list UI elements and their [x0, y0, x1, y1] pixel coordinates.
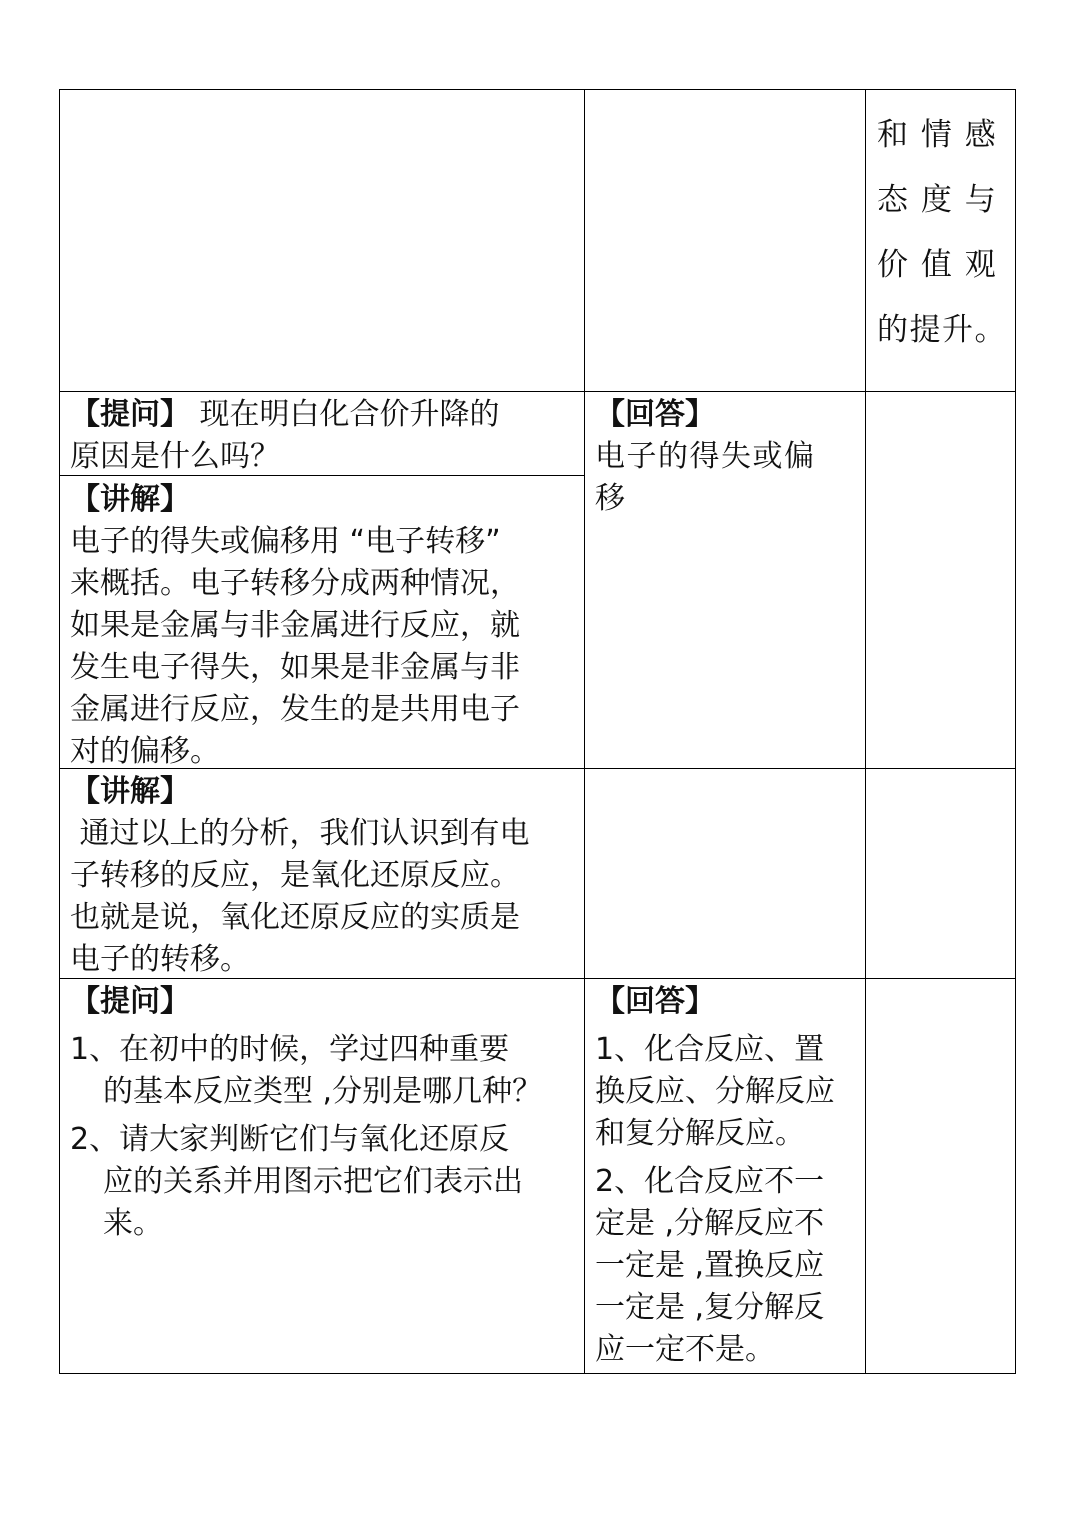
column-divider-1: [584, 89, 585, 1374]
explanation-tag: 【讲解】: [70, 482, 190, 517]
question-item-2: [70, 1119, 582, 1245]
answer-item-line: 2、化合反应不一: [595, 1164, 825, 1199]
explanation-line: 也就是说，氧化还原反应的实质是: [70, 900, 520, 935]
answer-item-line: 换反应、分解反应: [595, 1074, 835, 1109]
question-line-2: 原因是什么吗？: [70, 439, 280, 474]
row4-answer: [595, 981, 861, 1371]
question-tag: 【提问】: [70, 397, 190, 432]
table-border-top: [59, 89, 1016, 90]
answer-item-line: 1、化合反应、置: [595, 1032, 825, 1067]
question-line-1: [70, 394, 580, 436]
row2-question: [70, 394, 580, 478]
text-line: 态 度 与: [877, 182, 998, 218]
row2-answer: [595, 394, 861, 520]
row2-explanation: [70, 479, 580, 773]
question-item-line: 来。: [103, 1206, 163, 1241]
answer-line: 电子的得失或偏: [595, 439, 816, 474]
explanation-line: 发生电子得失，如果是非金属与非: [70, 650, 520, 685]
text-line: 价 值 观: [877, 247, 998, 283]
row-divider-1: [59, 391, 1016, 392]
question-item-line: 的基本反应类型 ,分别是哪几种？: [103, 1074, 543, 1109]
text-line: 的提升。: [877, 312, 1007, 348]
answer-item-line: 一定是 ,复分解反: [595, 1290, 825, 1325]
table-border-left: [59, 89, 60, 1374]
table-border-right: [1015, 89, 1016, 1374]
question-item-line: 应的关系并用图示把它们表示出: [103, 1164, 523, 1199]
answer-item-line: 定是 ,分解反应不: [595, 1206, 825, 1241]
explanation-line: 来概括。电子转移分成两种情况，: [70, 566, 520, 601]
row1-col3-text: [877, 103, 1011, 363]
explanation-line: 金属进行反应，发生的是共用电子: [70, 692, 520, 727]
answer-item-2: [595, 1161, 861, 1371]
row4-question: [70, 981, 582, 1245]
answer-item-line: 和复分解反应。: [595, 1116, 805, 1151]
explanation-line: 对的偏移。: [70, 734, 220, 769]
explanation-line: 电子的得失或偏移用 “电子转移”: [70, 524, 501, 559]
answer-tag: 【回答】: [595, 397, 715, 432]
explanation-line: 电子的转移。: [70, 942, 250, 977]
row3-explanation: [70, 771, 582, 981]
table-border-bottom: [59, 1373, 1016, 1374]
question-tag: 【提问】: [70, 984, 190, 1019]
question-item-1: [70, 1029, 582, 1113]
explanation-line: 通过以上的分析，我们认识到有电: [70, 816, 530, 851]
question-text: 现在明白化合价升降的: [190, 397, 500, 432]
lesson-plan-table: [59, 89, 1016, 1374]
explanation-line: 如果是金属与非金属进行反应，就: [70, 608, 520, 643]
explanation-line: 子转移的反应，是氧化还原反应。: [70, 858, 520, 893]
answer-item-line: 一定是 ,置换反应: [595, 1248, 825, 1283]
answer-tag: 【回答】: [595, 984, 715, 1019]
answer-line: 移: [595, 481, 625, 516]
column-divider-2: [865, 89, 866, 1374]
explanation-tag: 【讲解】: [70, 774, 190, 809]
answer-item-1: [595, 1029, 861, 1155]
answer-item-line: 应一定不是。: [595, 1332, 775, 1367]
question-item-line: 1、在初中的时候，学过四种重要: [70, 1032, 510, 1067]
text-line: 和 情 感: [877, 117, 998, 153]
question-item-line: 2、请大家判断它们与氧化还原反: [70, 1122, 510, 1157]
